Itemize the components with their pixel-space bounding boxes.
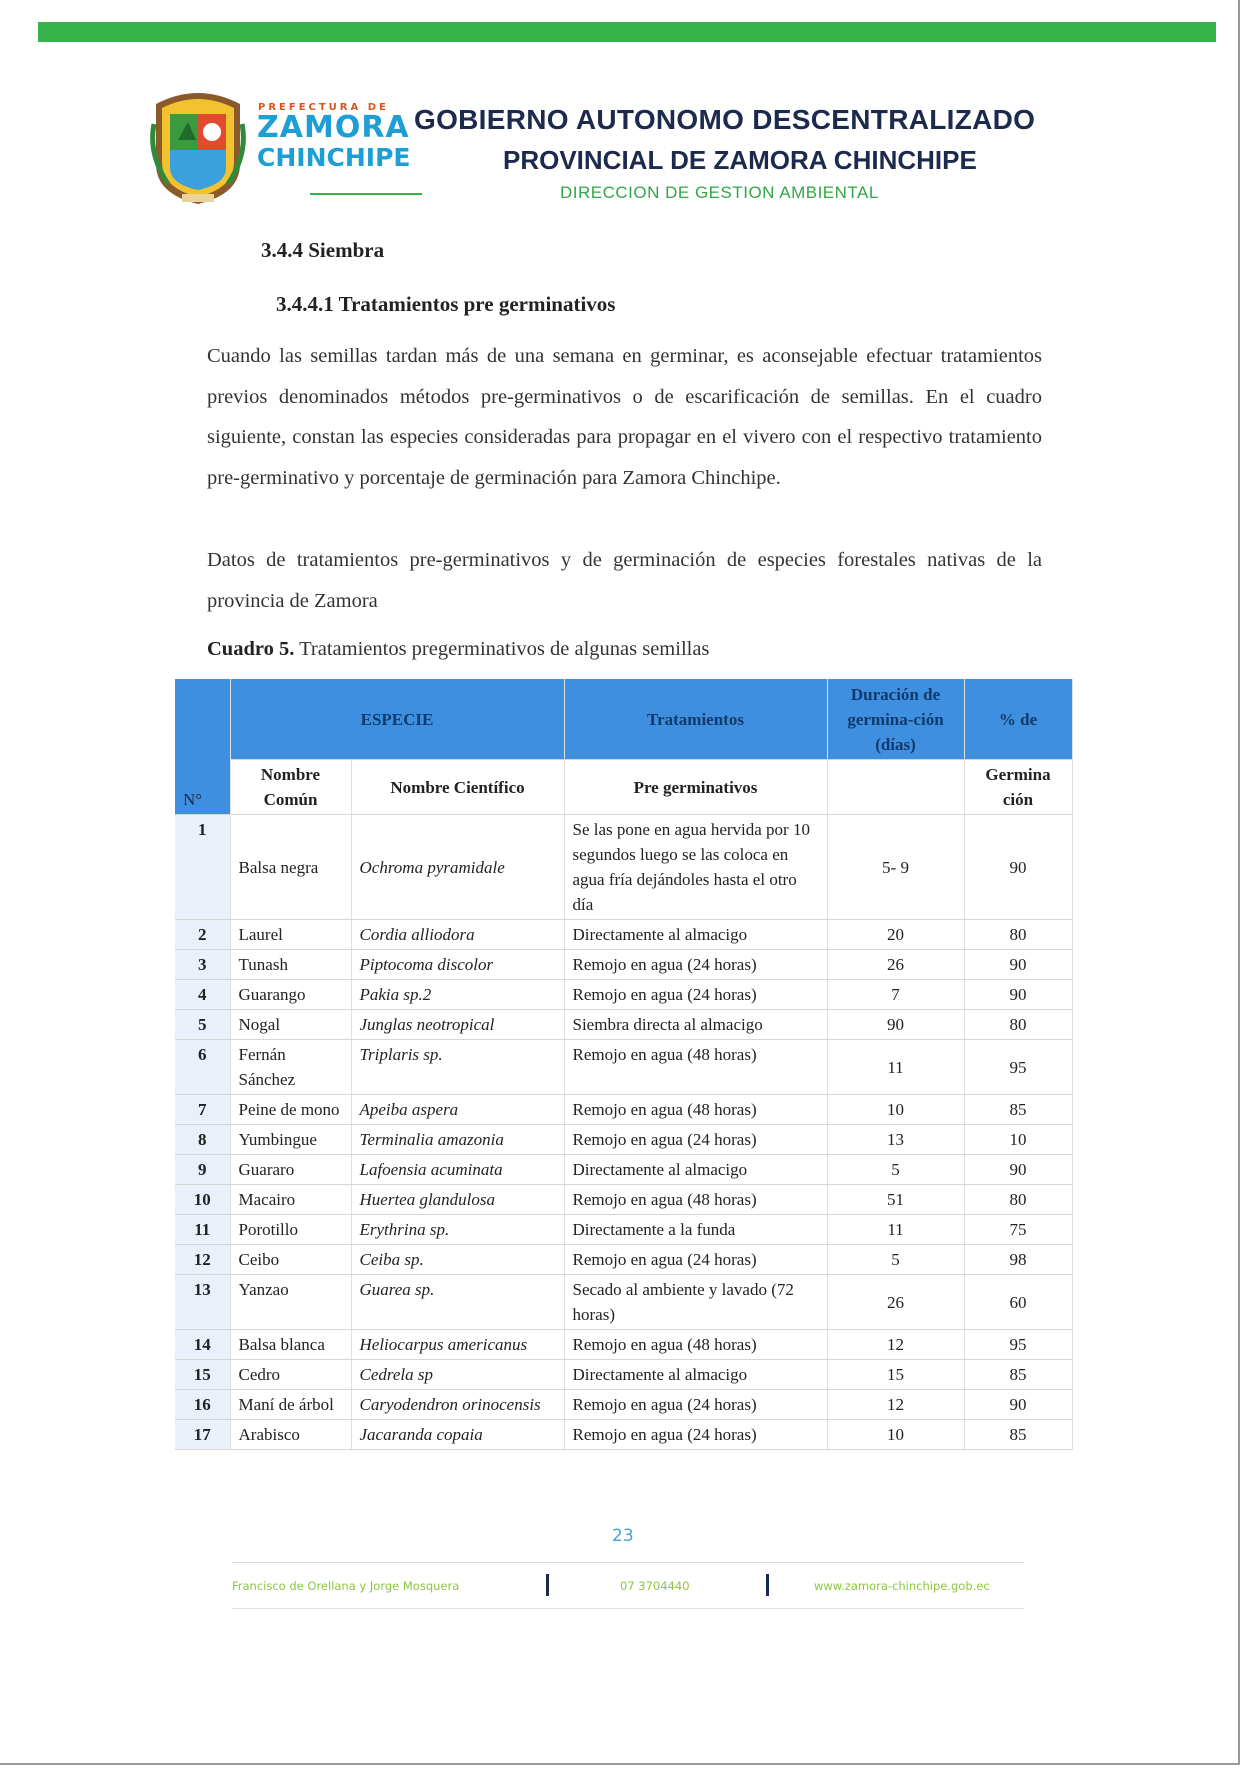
table-row xyxy=(175,815,1072,920)
row-number: 5 xyxy=(175,1010,230,1040)
row-germination-pct: 10 xyxy=(964,1125,1072,1155)
prefecture-shield-logo xyxy=(148,84,248,206)
row-number: 14 xyxy=(175,1330,230,1360)
row-number: 12 xyxy=(175,1245,230,1275)
row-treatment: Directamente al almacigo xyxy=(564,920,827,950)
row-duration-days: 11 xyxy=(827,1040,964,1095)
row-scientific-name: Pakia sp.2 xyxy=(351,980,564,1010)
row-duration-days: 5- 9 xyxy=(827,815,964,920)
row-duration-days: 15 xyxy=(827,1360,964,1390)
row-scientific-name: Jacaranda copaia xyxy=(351,1420,564,1450)
row-germination-pct: 60 xyxy=(964,1275,1072,1330)
row-common-name: Guarango xyxy=(230,980,351,1010)
row-common-name: Guararo xyxy=(230,1155,351,1185)
header-department: DIRECCION DE GESTION AMBIENTAL xyxy=(560,183,879,202)
table-row xyxy=(175,1095,1072,1125)
row-number: 8 xyxy=(175,1125,230,1155)
row-number: 13 xyxy=(175,1275,230,1330)
page-number: 23 xyxy=(612,1526,634,1546)
row-common-name: Porotillo xyxy=(230,1215,351,1245)
table-row xyxy=(175,1215,1072,1245)
row-common-name: Nogal xyxy=(230,1010,351,1040)
row-number: 9 xyxy=(175,1155,230,1185)
row-common-name: Yanzao xyxy=(230,1275,351,1330)
intro-paragraph: Cuando las semillas tardan más de una semana en germinar, es aconsejable efectuar tratamientos previos denominados métodos pre-germinativos o de escarificación de semillas. En el cuadro siguiente, constan las especies consideradas para propagar en el vivero con el respectivo tratamiento pre-germinativo y porcentaje de germinación para Zamora Chinchipe. xyxy=(207,345,1042,489)
data-description-paragraph: Datos de tratamientos pre-germinativos y de germinación de especies forestales nativas de la provincia de Zamora xyxy=(207,549,1042,612)
header-duracion: Duración de germina-ción (días) xyxy=(827,679,964,760)
header-pre-germinativos: Pre germinativos xyxy=(564,760,827,815)
row-number: 16 xyxy=(175,1390,230,1420)
row-germination-pct: 90 xyxy=(964,815,1072,920)
table-row xyxy=(175,1155,1072,1185)
row-number: 17 xyxy=(175,1420,230,1450)
table-row xyxy=(175,1275,1072,1330)
row-germination-pct: 90 xyxy=(964,1390,1072,1420)
row-scientific-name: Junglas neotropical xyxy=(351,1010,564,1040)
table-row xyxy=(175,920,1072,950)
row-treatment: Remojo en agua (24 horas) xyxy=(564,980,827,1010)
row-germination-pct: 80 xyxy=(964,1185,1072,1215)
germination-table xyxy=(175,679,1073,1450)
footer-rule-top xyxy=(232,1562,1024,1563)
row-treatment: Remojo en agua (48 horas) xyxy=(564,1040,827,1095)
row-common-name: Maní de árbol xyxy=(230,1390,351,1420)
row-common-name: Peine de mono xyxy=(230,1095,351,1125)
footer-separator xyxy=(766,1574,769,1596)
header-pct-top: % de xyxy=(964,679,1072,760)
row-duration-days: 7 xyxy=(827,980,964,1010)
row-scientific-name: Ceiba sp. xyxy=(351,1245,564,1275)
footer-website-link[interactable]: www.zamora-chinchipe.gob.ec xyxy=(814,1579,990,1593)
row-treatment: Directamente al almacigo xyxy=(564,1155,827,1185)
row-germination-pct: 85 xyxy=(964,1420,1072,1450)
table-header-row-1 xyxy=(175,679,1072,760)
caption-label: Cuadro 5. xyxy=(207,638,295,660)
caption-text: Tratamientos pregerminativos de algunas semillas xyxy=(299,638,710,660)
row-scientific-name: Ochroma pyramidale xyxy=(351,815,564,920)
footer-phone: 07 3704440 xyxy=(620,1579,690,1593)
row-common-name: Cedro xyxy=(230,1360,351,1390)
table-body xyxy=(175,815,1072,1450)
row-treatment: Remojo en agua (48 horas) xyxy=(564,1330,827,1360)
row-number: 15 xyxy=(175,1360,230,1390)
row-treatment: Directamente al almacigo xyxy=(564,1360,827,1390)
section-heading: 3.4.4 Siembra xyxy=(261,238,385,262)
row-germination-pct: 85 xyxy=(964,1095,1072,1125)
row-number: 7 xyxy=(175,1095,230,1125)
row-treatment: Remojo en agua (48 horas) xyxy=(564,1185,827,1215)
row-common-name: Balsa negra xyxy=(230,815,351,920)
row-treatment: Remojo en agua (24 horas) xyxy=(564,950,827,980)
row-germination-pct: 95 xyxy=(964,1330,1072,1360)
row-duration-days: 10 xyxy=(827,1095,964,1125)
row-duration-days: 5 xyxy=(827,1245,964,1275)
row-number: 2 xyxy=(175,920,230,950)
row-duration-days: 13 xyxy=(827,1125,964,1155)
row-scientific-name: Triplaris sp. xyxy=(351,1040,564,1095)
table-row xyxy=(175,1360,1072,1390)
table-row xyxy=(175,1185,1072,1215)
row-scientific-name: Guarea sp. xyxy=(351,1275,564,1330)
row-germination-pct: 90 xyxy=(964,950,1072,980)
table-row xyxy=(175,1125,1072,1155)
table-row xyxy=(175,1330,1072,1360)
brand-name-chinchipe: CHINCHIPE xyxy=(257,143,411,172)
row-scientific-name: Caryodendron orinocensis xyxy=(351,1390,564,1420)
header-pct-bottom: Germina ción xyxy=(964,760,1072,815)
row-scientific-name: Apeiba aspera xyxy=(351,1095,564,1125)
row-common-name: Ceibo xyxy=(230,1245,351,1275)
header-tratamientos: Tratamientos xyxy=(564,679,827,760)
header-nombre-comun: Nombre Común xyxy=(230,760,351,815)
row-treatment: Siembra directa al almacigo xyxy=(564,1010,827,1040)
row-duration-days: 26 xyxy=(827,1275,964,1330)
table-caption xyxy=(207,638,709,661)
row-scientific-name: Cordia alliodora xyxy=(351,920,564,950)
row-treatment: Secado al ambiente y lavado (72 horas) xyxy=(564,1275,827,1330)
row-treatment: Remojo en agua (24 horas) xyxy=(564,1390,827,1420)
top-color-bar xyxy=(38,22,1216,42)
row-scientific-name: Huertea glandulosa xyxy=(351,1185,564,1215)
row-germination-pct: 80 xyxy=(964,1010,1072,1040)
row-germination-pct: 90 xyxy=(964,980,1072,1010)
row-scientific-name: Erythrina sp. xyxy=(351,1215,564,1245)
row-duration-days: 11 xyxy=(827,1215,964,1245)
row-number: 3 xyxy=(175,950,230,980)
row-duration-days: 90 xyxy=(827,1010,964,1040)
row-scientific-name: Cedrela sp xyxy=(351,1360,564,1390)
row-duration-days: 51 xyxy=(827,1185,964,1215)
row-treatment: Remojo en agua (48 horas) xyxy=(564,1095,827,1125)
row-number: 6 xyxy=(175,1040,230,1095)
header-duracion-blank xyxy=(827,760,964,815)
row-germination-pct: 98 xyxy=(964,1245,1072,1275)
row-duration-days: 12 xyxy=(827,1330,964,1360)
row-number: 4 xyxy=(175,980,230,1010)
header-no: N° xyxy=(175,679,230,815)
table-row xyxy=(175,1040,1072,1095)
table-row xyxy=(175,1390,1072,1420)
table-row xyxy=(175,1245,1072,1275)
table-row xyxy=(175,1010,1072,1040)
header-title-line1: GOBIERNO AUTONOMO DESCENTRALIZADO xyxy=(414,104,1036,135)
table-header-row-2 xyxy=(175,760,1072,815)
footer-rule-bottom xyxy=(232,1608,1024,1609)
row-scientific-name: Lafoensia acuminata xyxy=(351,1155,564,1185)
row-treatment: Remojo en agua (24 horas) xyxy=(564,1245,827,1275)
row-number: 10 xyxy=(175,1185,230,1215)
row-scientific-name: Piptocoma discolor xyxy=(351,950,564,980)
row-duration-days: 20 xyxy=(827,920,964,950)
row-treatment: Se las pone en agua hervida por 10 segundos luego se las coloca en agua fría dejándoles hasta el otro día xyxy=(564,815,827,920)
row-number: 11 xyxy=(175,1215,230,1245)
row-germination-pct: 80 xyxy=(964,920,1072,950)
header-especie: ESPECIE xyxy=(230,679,564,760)
header-title-line2: PROVINCIAL DE ZAMORA CHINCHIPE xyxy=(503,145,977,175)
row-treatment: Remojo en agua (24 horas) xyxy=(564,1420,827,1450)
subsection-heading: 3.4.4.1 Tratamientos pre germinativos xyxy=(276,292,616,316)
row-common-name: Yumbingue xyxy=(230,1125,351,1155)
row-duration-days: 10 xyxy=(827,1420,964,1450)
row-duration-days: 12 xyxy=(827,1390,964,1420)
header-nombre-cientifico: Nombre Científico xyxy=(351,760,564,815)
row-germination-pct: 75 xyxy=(964,1215,1072,1245)
row-treatment: Directamente a la funda xyxy=(564,1215,827,1245)
footer-address: Francisco de Orellana y Jorge Mosquera xyxy=(232,1579,460,1593)
row-treatment: Remojo en agua (24 horas) xyxy=(564,1125,827,1155)
row-germination-pct: 95 xyxy=(964,1040,1072,1095)
row-duration-days: 5 xyxy=(827,1155,964,1185)
footer-separator xyxy=(546,1574,549,1596)
row-germination-pct: 85 xyxy=(964,1360,1072,1390)
table-row xyxy=(175,950,1072,980)
brand-name-zamora: ZAMORA xyxy=(257,110,410,145)
row-germination-pct: 90 xyxy=(964,1155,1072,1185)
row-number: 1 xyxy=(175,815,230,920)
row-duration-days: 26 xyxy=(827,950,964,980)
row-common-name: Macairo xyxy=(230,1185,351,1215)
brand-underline xyxy=(310,193,422,195)
row-scientific-name: Terminalia amazonia xyxy=(351,1125,564,1155)
row-common-name: Arabisco xyxy=(230,1420,351,1450)
table-row xyxy=(175,980,1072,1010)
row-common-name: Balsa blanca xyxy=(230,1330,351,1360)
row-common-name: Laurel xyxy=(230,920,351,950)
table-row xyxy=(175,1420,1072,1450)
row-common-name: Tunash xyxy=(230,950,351,980)
row-common-name: Fernán Sánchez xyxy=(230,1040,351,1095)
row-scientific-name: Heliocarpus americanus xyxy=(351,1330,564,1360)
brand-prefix: PREFECTURA DE xyxy=(258,102,389,113)
